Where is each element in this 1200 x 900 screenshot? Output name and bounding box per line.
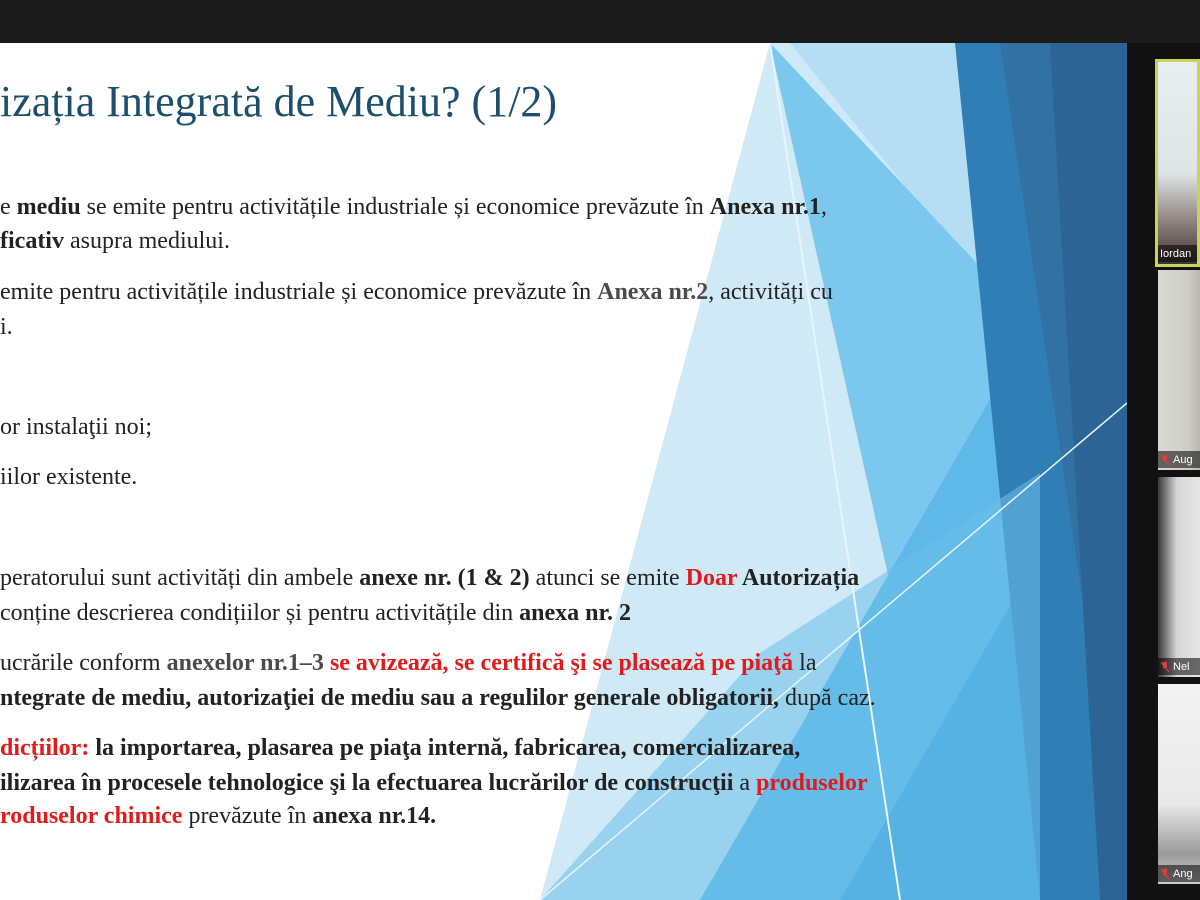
paragraph-1-line-2: ficativ asupra mediului. bbox=[0, 228, 230, 254]
paragraph-3-line-1: peratorului sunt activități din ambele anexe nr. (1 & 2) atunci se emite Doar Autorizația bbox=[0, 565, 860, 591]
participant-tile[interactable] bbox=[1158, 477, 1200, 677]
participant-nameplate bbox=[1158, 245, 1197, 262]
participant-nameplate bbox=[1158, 451, 1200, 468]
participant-name: Iordan bbox=[1160, 247, 1192, 260]
bullet-new-installations: or instalaţii noi; bbox=[0, 414, 152, 440]
participant-tile[interactable] bbox=[1158, 684, 1200, 884]
paragraph-4-line-2: ntegrate de mediu, autorizaţiei de mediu sau a regulilor generale obligatorii, după caz. bbox=[0, 685, 876, 711]
participant-nameplate bbox=[1158, 865, 1200, 882]
paragraph-5-line-3: roduselor chimice prevăzute în anexa nr.14. bbox=[0, 803, 437, 829]
participant-name: Aug bbox=[1173, 453, 1193, 466]
participant-name: Ang bbox=[1173, 867, 1193, 880]
bullet-existing-installations: iilor existente. bbox=[0, 464, 138, 490]
paragraph-2-line-1: emite pentru activitățile industriale și economice prevăzute în Anexa nr.2, activități cu bbox=[0, 279, 833, 305]
slide-title: izația Integrată de Mediu? (1/2) bbox=[0, 77, 558, 126]
participant-tile-active-speaker[interactable] bbox=[1155, 59, 1200, 267]
participant-nameplate bbox=[1158, 658, 1200, 675]
video-feed bbox=[1158, 270, 1200, 470]
muted-mic-icon bbox=[1160, 661, 1170, 673]
muted-mic-icon bbox=[1160, 454, 1170, 466]
participant-tile[interactable] bbox=[1158, 270, 1200, 470]
meeting-top-bar bbox=[0, 0, 1200, 43]
paragraph-3-line-2: conține descrierea condițiilor și pentru activitățile din anexa nr. 2 bbox=[0, 600, 631, 626]
muted-mic-icon bbox=[1160, 868, 1170, 880]
shared-screen-slide bbox=[0, 43, 1127, 900]
participant-name: Nel bbox=[1173, 660, 1190, 673]
paragraph-2-line-2: i. bbox=[0, 314, 13, 340]
paragraph-4-line-1: ucrările conform anexelor nr.1–3 se avizează, se certifică şi se plasează pe piaţă la bbox=[0, 650, 817, 676]
video-feed bbox=[1158, 684, 1200, 884]
video-feed bbox=[1158, 477, 1200, 677]
video-feed bbox=[1158, 62, 1197, 264]
paragraph-5-line-2: ilizarea în procesele tehnologice şi la efectuarea lucrărilor de construcţii a produselor bbox=[0, 770, 868, 796]
paragraph-5-line-1: dicțiilor: la importarea, plasarea pe piaţa internă, fabricarea, comercializarea, bbox=[0, 735, 801, 761]
paragraph-1-line-1: e mediu se emite pentru activitățile industriale și economice prevăzute în Anexa nr.1, bbox=[0, 194, 827, 220]
